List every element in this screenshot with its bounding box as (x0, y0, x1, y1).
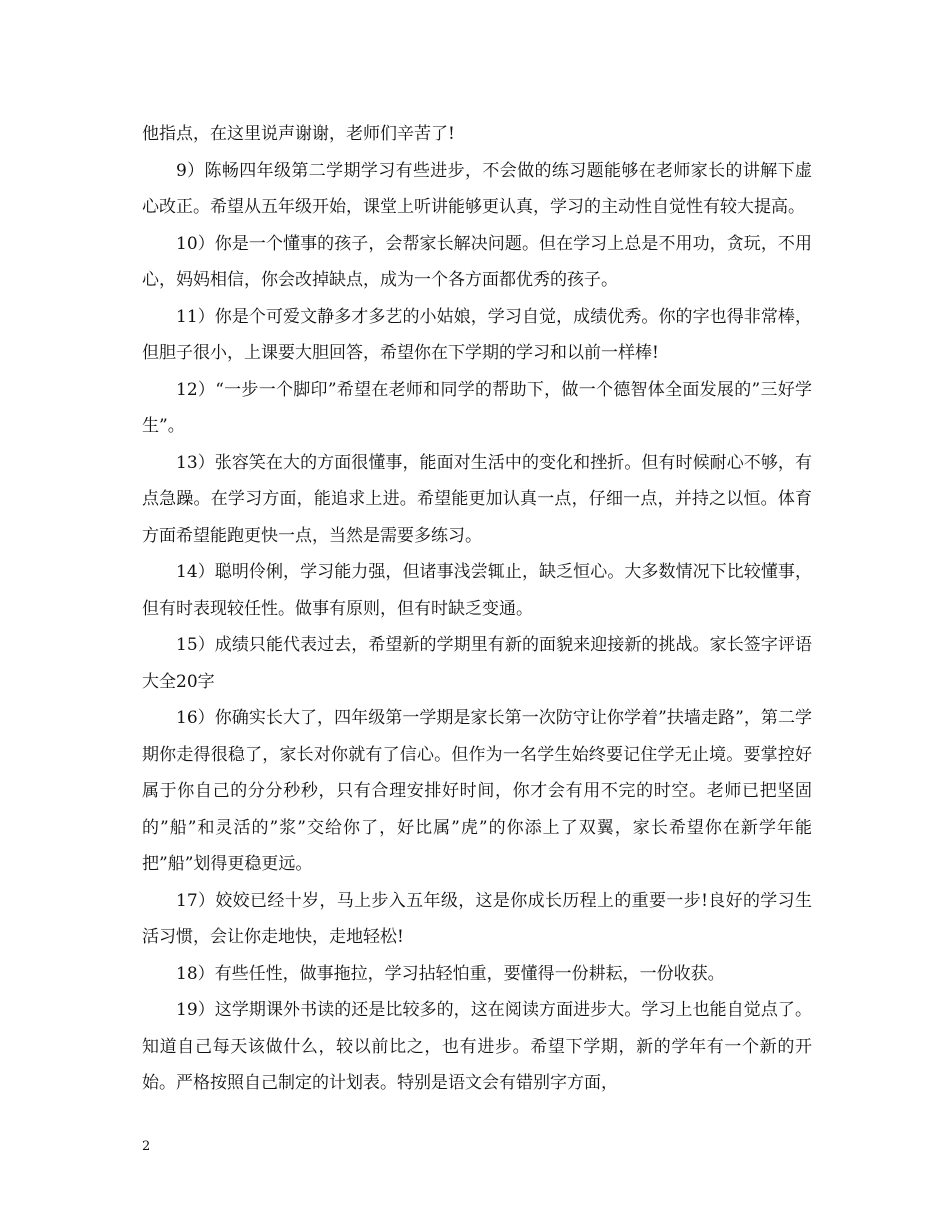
paragraph-item-12: 12）“一步一个脚印”希望在老师和同学的帮助下，做一个德智体全面发展的”三好学生”。 (142, 379, 812, 436)
paragraph-item-10: 10）你是一个懂事的孩子，会帮家长解决问题。但在学习上总是不用功，贪玩，不用心，妈妈相信，你会改掉缺点，成为一个各方面都优秀的孩子。 (142, 233, 812, 290)
paragraph-continuation: 他指点，在这里说声谢谢，老师们辛苦了! (142, 124, 455, 144)
paragraph-item-17: 17）姣姣已经十岁，马上步入五年级，这是你成长历程上的重要一步!良好的学习生活习惯，会让你走地快，走地轻松! (142, 890, 812, 947)
paragraph-item-9: 9）陈畅四年级第二学期学习有些进步，不会做的练习题能够在老师家长的讲解下虚心改正。希望从五年级开始，课堂上听讲能够更认真，学习的主动性自觉性有较大提高。 (142, 160, 812, 217)
page-number: 2 (142, 1139, 151, 1154)
paragraph-item-11: 11）你是个可爱文静多才多艺的小姑娘，学习自觉，成绩优秀。你的字也得非常棒，但胆子很小，上课要大胆回答，希望你在下学期的学习和以前一样棒! (142, 306, 812, 363)
paragraph-item-19: 19）这学期课外书读的还是比较多的，这在阅读方面进步大。学习上也能自觉点了。知道自己每天该做什么，较以前比之，也有进步。希望下学期，新的学年有一个新的开始。严格按照自己制定的计划表。特别是语文会有错别字方面， (142, 1000, 812, 1093)
paragraph-item-13: 13）张容笑在大的方面很懂事，能面对生活中的变化和挫折。但有时候耐心不够，有点急躁。在学习方面，能追求上进。希望能更加认真一点，仔细一点，并持之以恒。体育方面希望能跑更快一点，当然是需要多练习。 (142, 452, 812, 546)
paragraph-item-15: 15）成绩只能代表过去，希望新的学期里有新的面貌来迎接新的挑战。家长签字评语大全20字 (142, 635, 812, 692)
paragraph-item-18: 18）有些任性，做事拖拉，学习拈轻怕重，要懂得一份耕耘，一份收获。 (176, 963, 725, 984)
page-body (142, 116, 812, 1102)
paragraph-item-14: 14）聪明伶俐，学习能力强，但诸事浅尝辄止，缺乏恒心。大多数情况下比较懂事，但有时表现较任性。做事有原则，但有时缺乏变通。 (142, 562, 812, 619)
paragraph-item-16: 16）你确实长大了，四年级第一学期是家长第一次防守让你学着”扶墙走路”，第二学期你走得很稳了，家长对你就有了信心。但作为一名学生始终要记住学无止境。要掌控好属于你自己的分分秒秒，只有合理安排好时间，你才会有用不完的时空。老师已把坚固的”船”和灵活的”浆”交给你了，好比属”虎”的你添上了双翼，家长希望你在新学年能把”船”划得更稳更远。 (142, 708, 812, 874)
